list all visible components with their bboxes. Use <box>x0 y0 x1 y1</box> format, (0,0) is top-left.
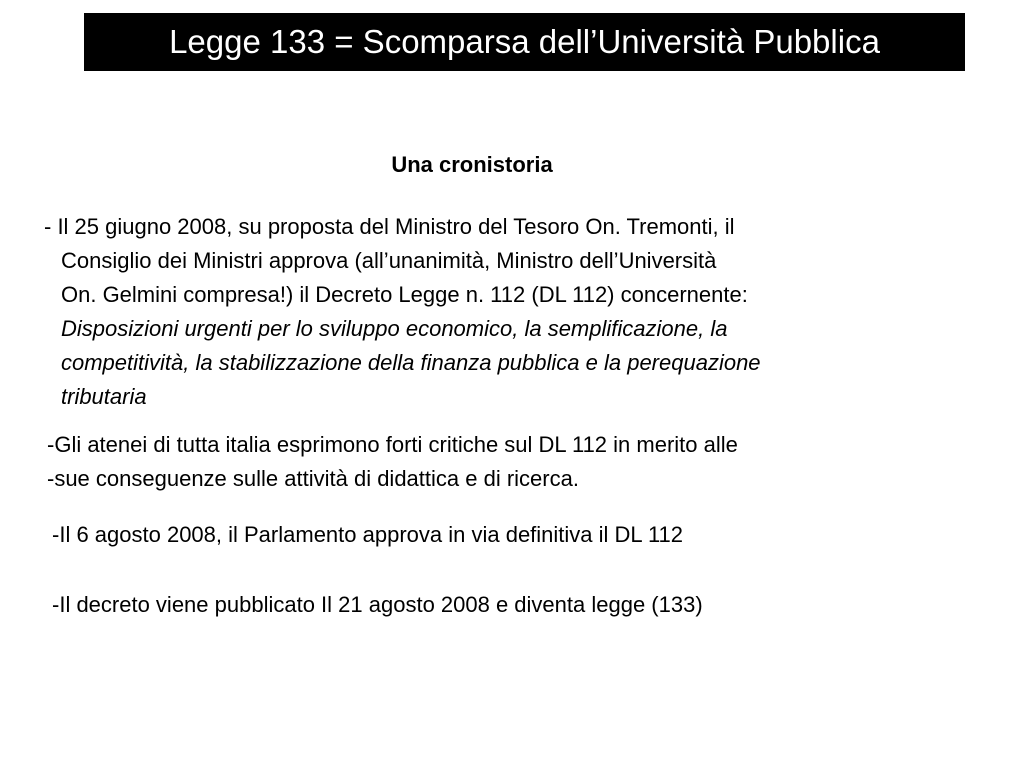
paragraph-line: On. Gelmini compresa!) il Decreto Legge n. 112 (DL 112) concernente: <box>61 282 748 307</box>
decree-title-line: competitività, la stabilizzazione della finanza pubblica e la perequazione <box>61 350 761 375</box>
slide-title <box>84 13 965 71</box>
decree-title-line: Disposizioni urgenti per lo sviluppo economico, la semplificazione, la <box>61 316 728 341</box>
paragraph-line: Consiglio dei Ministri approva (all’unanimità, Ministro dell’Università <box>61 248 717 273</box>
paragraph-decreto-legge <box>44 210 984 414</box>
decree-title-line: tributaria <box>61 384 147 409</box>
paragraph-line: -sue conseguenze sulle attività di didattica e di ricerca. <box>47 466 579 491</box>
paragraph-critiche-atenei <box>47 428 987 496</box>
paragraph-line: - Il 25 giugno 2008, su proposta del Ministro del Tesoro On. Tremonti, il <box>44 214 735 239</box>
paragraph-approvazione-parlamento: -Il 6 agosto 2008, il Parlamento approva in via definitiva il DL 112 <box>52 522 684 547</box>
slide-subtitle: Una cronistoria <box>391 152 553 177</box>
paragraph-pubblicazione-legge: -Il decreto viene pubblicato Il 21 agosto 2008 e diventa legge (133) <box>52 592 703 617</box>
slide-title-text: Legge 133 = Scomparsa dell’Università Pubblica <box>169 23 880 60</box>
paragraph-line: -Gli atenei di tutta italia esprimono forti critiche sul DL 112 in merito alle <box>47 432 738 457</box>
